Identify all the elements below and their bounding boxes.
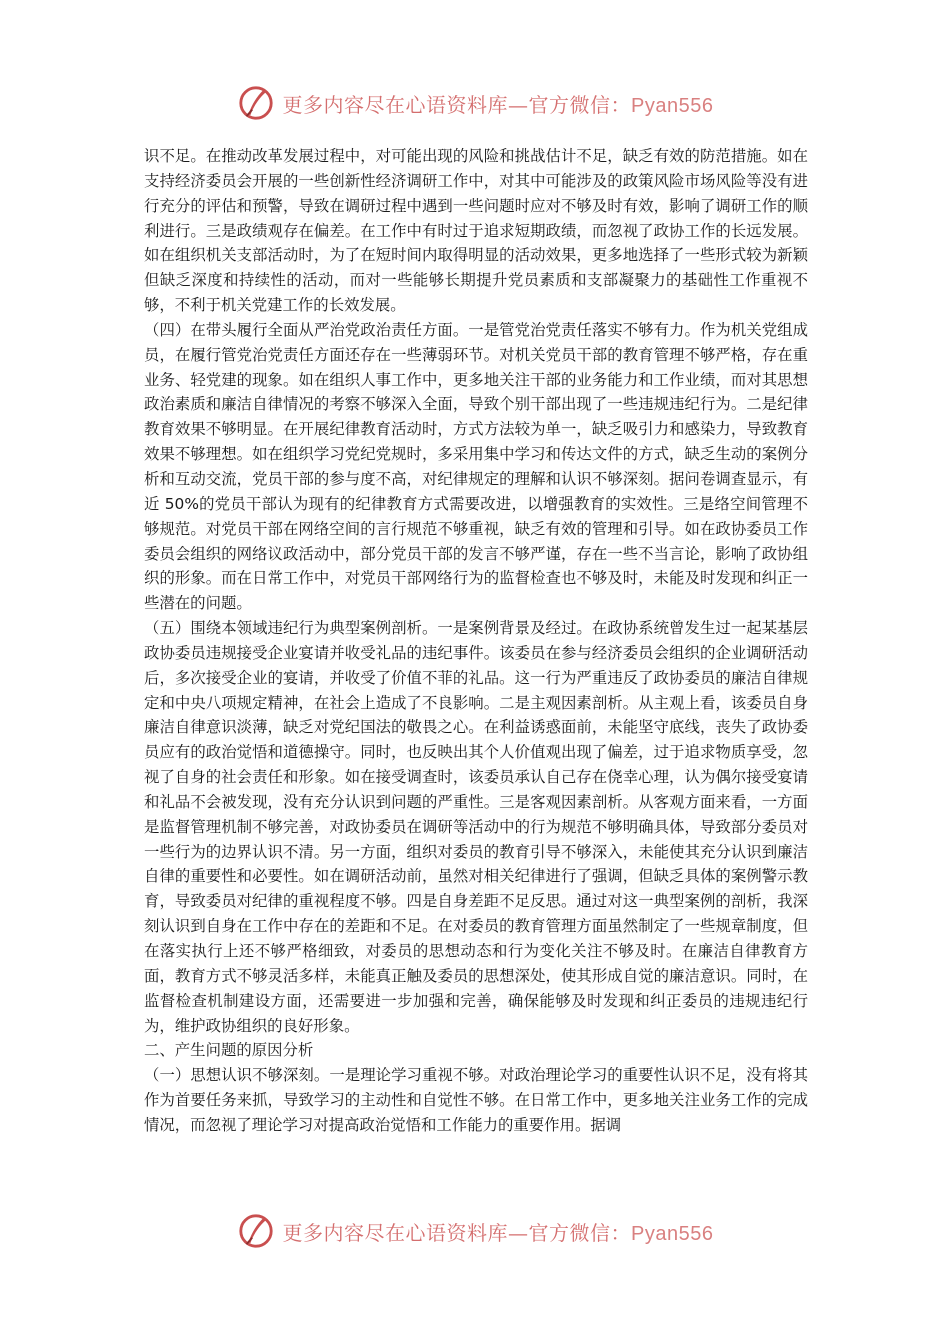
quill-logo-icon: [237, 1212, 275, 1250]
paragraph-1: 识不足。在推动改革发展过程中，对可能出现的风险和挑战估计不足，缺乏有效的防范措施。如在支持经济委员会开展的一些创新性经济调研工作中，对其中可能涉及的政策风险市场风险等没有进行充分的评估和预警，导致在调研过程中遇到一些问题时应对不够及时有效，影响了调研工作的顺利进行。三是政绩观存在偏差。在工作中有时过于追求短期政绩，而忽视了政协工作的长远发展。如在组织机关支部活动时，为了在短时间内取得明显的活动效果，更多地选择了一些形式较为新颖但缺乏深度和持续性的活动，而对一些能够长期提升党员素质和支部凝聚力的基础性工作重视不够，不利于机关党建工作的长效发展。: [144, 147, 808, 315]
banner-text: 更多内容尽在心语资料库—官方微信：Pyan556: [282, 1220, 714, 1245]
footer-watermark-banner: [0, 1208, 950, 1254]
wechat-id: Pyan556: [631, 1222, 714, 1245]
quill-logo-icon: [237, 84, 275, 122]
paragraph-4: （一）思想认识不够深刻。一是理论学习重视不够。对政治理论学习的重要性认识不足，没有将其作为首要任务来抓，导致学习的主动性和自觉性不够。在日常工作中，更多地关注业务工作的完成情况，而忽视了理论学习对提高政治觉悟和工作能力的重要作用。据调: [144, 1066, 808, 1134]
header-watermark-banner: [0, 80, 950, 126]
section-heading: 二、产生问题的原因分析: [144, 1041, 314, 1060]
paragraph-3: （五）围绕本领域违纪行为典型案例剖析。一是案例背景及经过。在政协系统曾发生过一起某基层政协委员违规接受企业宴请并收受礼品的违纪事件。该委员在参与经济委员会组织的企业调研活动后，多次接受企业的宴请，并收受了价值不菲的礼品。这一行为严重违反了政协委员的廉洁自律规定和中央八项规定精神，在社会上造成了不良影响。二是主观因素剖析。从主观上看，该委员自身廉洁自律意识淡薄，缺乏对党纪国法的敬畏之心。在利益诱惑面前，未能坚守底线，丧失了政协委员应有的政治觉悟和道德操守。同时，也反映出其个人价值观出现了偏差，过于追求物质享受，忽视了自身的社会责任和形象。如在接受调查时，该委员承认自己存在侥幸心理，认为偶尔接受宴请和礼品不会被发现，没有充分认识到问题的严重性。三是客观因素剖析。从客观方面来看，一方面是监督管理机制不够完善，对政协委员在调研等活动中的行为规范不够明确具体，导致部分委员对一些行为的边界认识不清。另一方面，组织对委员的教育引导不够深入，未能使其充分认识到廉洁自律的重要性和必要性。如在调研活动前，虽然对相关纪律进行了强调，但缺乏具体的案例警示教育，导致委员对纪律的重视程度不够。四是自身差距不足反思。通过对这一典型案例的剖析，我深刻认识到自身在工作中存在的差距和不足。在对委员的教育管理方面虽然制定了一些规章制度，但在落实执行上还不够严格细致，对委员的思想动态和行为变化关注不够及时。在廉洁自律教育方面，教育方式不够灵活多样，未能真正触及委员的思想深处，使其形成自觉的廉洁意识。同时，在监督检查机制建设方面，还需要进一步加强和完善，确保能够及时发现和纠正委员的违规违纪行为，维护政协组织的良好形象。: [144, 619, 808, 1035]
paragraph-2: （四）在带头履行全面从严治党政治责任方面。一是管党治党责任落实不够有力。作为机关党组成员，在履行管党治党责任方面还存在一些薄弱环节。对机关党员干部的教育管理不够严格，存在重业务、轻党建的现象。如在组织人事工作中，更多地关注干部的业务能力和工作业绩，而对其思想政治素质和廉洁自律情况的考察不够深入全面，导致个别干部出现了一些违规违纪行为。二是纪律教育效果不够明显。在开展纪律教育活动时，方式方法较为单一，缺乏吸引力和感染力，导致教育效果不够理想。如在组织学习党纪党规时，多采用集中学习和传达文件的方式，缺乏生动的案例分析和互动交流，党员干部的参与度不高，对纪律规定的理解和认识不够深刻。据问卷调查显示，有近 50%的党员干部认为现有的纪律教育方式需要改进，以增强教育的实效性。三是络空间管理不够规范。对党员干部在网络空间的言行规范不够重视，缺乏有效的管理和引导。如在政协委员工作委员会组织的网络议政活动中，部分党员干部的发言不够严谨，存在一些不当言论，影响了政协组织的形象。而在日常工作中，对党员干部网络行为的监督检查也不够及时，未能及时发现和纠正一些潜在的问题。: [144, 320, 808, 613]
document-body: [144, 144, 808, 1138]
banner-text: 更多内容尽在心语资料库—官方微信：Pyan556: [282, 92, 714, 117]
wechat-id: Pyan556: [631, 94, 714, 117]
